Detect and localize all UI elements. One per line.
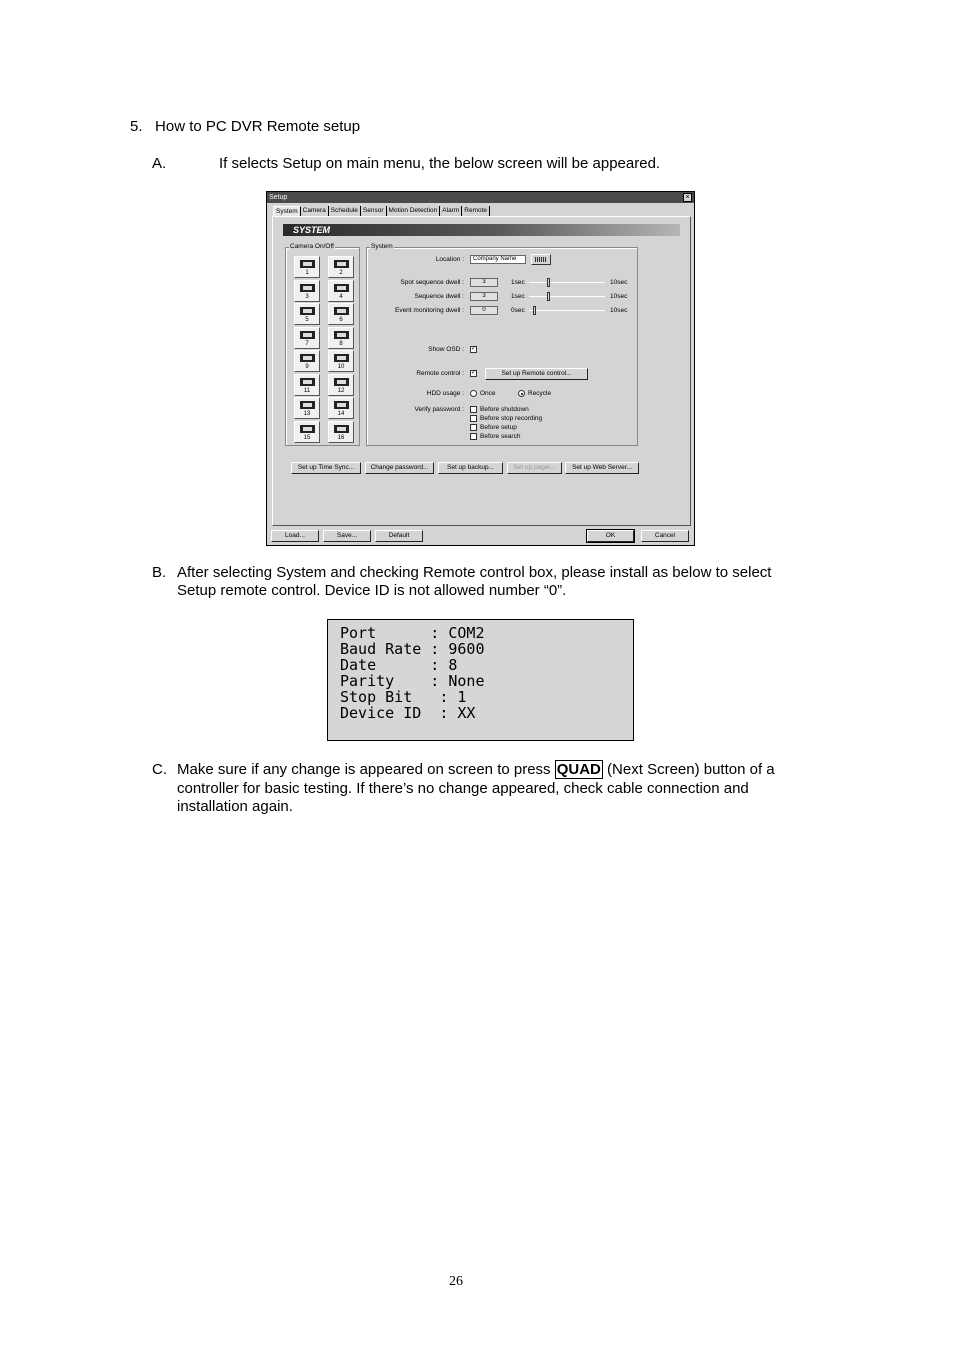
- seq-dwell-label: Sequence dwell :: [414, 293, 464, 300]
- camera-toggle-16[interactable]: [328, 421, 354, 443]
- section-number: 5.: [130, 118, 143, 135]
- camera-toggle-11[interactable]: [294, 374, 320, 396]
- camera-toggle-3[interactable]: [294, 280, 320, 302]
- camera-toggle-10[interactable]: [328, 350, 354, 372]
- camera-number: 1: [305, 270, 309, 276]
- before-search-checkbox[interactable]: [470, 433, 477, 440]
- tab-schedule[interactable]: Schedule: [329, 206, 361, 216]
- camera-icon: [300, 378, 315, 386]
- remote-control-checkbox[interactable]: ✓: [471, 370, 477, 376]
- location-label: Location :: [435, 256, 464, 263]
- camera-number: 4: [339, 293, 343, 300]
- tab-camera[interactable]: Camera: [301, 206, 329, 216]
- camera-toggle-15[interactable]: [294, 421, 320, 443]
- spot-dwell-slider[interactable]: [529, 282, 605, 283]
- event-dwell-min: 0sec: [511, 307, 525, 314]
- camera-number: 7: [305, 340, 309, 347]
- camera-icon: [300, 284, 315, 292]
- camera-number: 11: [303, 387, 311, 394]
- before-stop-recording-checkbox[interactable]: [470, 415, 477, 422]
- camera-icon: [334, 331, 349, 339]
- seq-dwell-value: 3: [470, 292, 498, 301]
- step-c-line3: installation again.: [177, 798, 293, 815]
- hdd-recycle-label: Recycle: [528, 390, 552, 397]
- camera-number: 15: [303, 434, 311, 441]
- hdd-usage-label: HDD usage :: [426, 390, 464, 397]
- before-search-label: Before search: [480, 433, 521, 440]
- camera-toggle-1[interactable]: [294, 256, 320, 278]
- default-button[interactable]: Default: [375, 530, 423, 542]
- seq-dwell-min: 1sec: [511, 293, 525, 300]
- page-number: 26: [449, 1274, 463, 1289]
- camera-toggle-7[interactable]: [294, 327, 320, 349]
- seq-dwell-slider[interactable]: [529, 296, 605, 297]
- before-shutdown-label: Before shutdown: [480, 406, 529, 413]
- tab-strip: [273, 206, 490, 216]
- camera-icon: [300, 307, 315, 315]
- camera-number: 6: [339, 317, 343, 323]
- step-a-marker: A.: [152, 155, 167, 172]
- remote-control-label: Remote control :: [416, 370, 464, 377]
- camera-icon: [334, 284, 349, 292]
- setup-pager-button: Set up pager...: [507, 462, 562, 474]
- seq-dwell-slider-thumb[interactable]: [547, 292, 550, 301]
- step-a-text: If selects Setup on main menu, the below screen will be appeared.: [219, 155, 661, 172]
- camera-toggle-9[interactable]: [294, 350, 320, 372]
- event-dwell-label: Event monitoring dwell :: [394, 307, 464, 314]
- camera-icon: [300, 260, 315, 268]
- step-c-marker: C.: [152, 761, 167, 778]
- location-input[interactable]: Company Name: [470, 255, 526, 264]
- system-group: [366, 243, 638, 446]
- camera-icon: [300, 425, 315, 433]
- camera-icon: [334, 401, 349, 409]
- camera-toggle-2[interactable]: [328, 256, 354, 278]
- serial-port-line: Port : COM2: [340, 624, 485, 642]
- event-dwell-slider[interactable]: [529, 310, 605, 311]
- spot-dwell-slider-thumb[interactable]: [547, 278, 550, 287]
- camera-toggle-13[interactable]: [294, 397, 320, 419]
- camera-number: 5: [305, 317, 309, 323]
- dialog-title-bar: [267, 192, 694, 203]
- camera-icon: [334, 260, 349, 268]
- close-icon[interactable]: ×: [683, 193, 692, 202]
- section-heading: [130, 118, 360, 136]
- step-c-line1: [177, 761, 775, 779]
- camera-icon: [334, 378, 349, 386]
- step-c-line1-before: Make sure if any change is appeared on screen to press: [177, 761, 555, 778]
- cancel-button[interactable]: Cancel: [641, 530, 689, 542]
- camera-number: 16: [337, 434, 345, 441]
- quad-key-label: QUAD: [556, 761, 601, 778]
- spot-dwell-min: 1sec: [511, 279, 525, 286]
- camera-number: 13: [303, 411, 311, 417]
- verify-password-label: Verify password :: [414, 406, 464, 413]
- setup-web-server-button[interactable]: Set up Web Server...: [565, 462, 639, 474]
- before-setup-label: Before setup: [480, 424, 517, 431]
- system-banner: SYSTEM: [283, 224, 680, 236]
- step-c-line1-after: (Next Screen) button of a: [602, 761, 775, 778]
- event-dwell-max: 10sec: [610, 307, 628, 314]
- load-button[interactable]: Load...: [271, 530, 319, 542]
- camera-number: 2: [339, 270, 343, 276]
- serial-stop-bit-line: Stop Bit : 1: [340, 688, 467, 706]
- step-b-line2: Setup remote control. Device ID is not allowed number “0”.: [177, 582, 567, 599]
- camera-toggle-5[interactable]: [294, 303, 320, 325]
- step-b-line1: After selecting System and checking Remote control box, please install as below to select: [177, 564, 772, 581]
- system-group-title: System: [371, 243, 393, 250]
- event-dwell-slider-thumb[interactable]: [533, 306, 536, 315]
- spot-dwell-value: 3: [470, 278, 498, 287]
- serial-device-id-line: Device ID : XX: [340, 704, 476, 722]
- camera-number: 9: [305, 364, 309, 370]
- serial-data-bits-line: Date : 8: [340, 656, 458, 674]
- camera-toggle-6[interactable]: [328, 303, 354, 325]
- change-password-button[interactable]: Change password...: [365, 462, 434, 474]
- camera-number: 3: [305, 293, 309, 300]
- step-b-marker: B.: [152, 564, 167, 581]
- camera-icon: [334, 354, 349, 362]
- tab-system[interactable]: System: [273, 206, 301, 216]
- camera-group-title: Camera On/Off: [290, 243, 334, 250]
- spot-dwell-max: 10sec: [610, 279, 628, 286]
- tab-remote[interactable]: Remote: [462, 206, 490, 216]
- serial-settings-box: [327, 619, 634, 741]
- seq-dwell-max: 10sec: [610, 293, 628, 300]
- spot-dwell-label: Spot sequence dwell :: [400, 279, 464, 286]
- camera-number: 8: [339, 340, 343, 347]
- dialog-title: Setup: [269, 194, 288, 201]
- camera-toggle-12[interactable]: [328, 374, 354, 396]
- camera-icon: [334, 307, 349, 315]
- serial-baud-rate-line: Baud Rate : 9600: [340, 640, 485, 658]
- setup-backup-button[interactable]: Set up backup...: [438, 462, 503, 474]
- camera-toggle-8[interactable]: [328, 327, 354, 349]
- hdd-once-label: Once: [480, 390, 496, 397]
- ok-button[interactable]: OK: [587, 530, 634, 542]
- event-dwell-value: 0: [470, 306, 498, 315]
- before-stop-recording-label: Before stop recording: [480, 415, 543, 422]
- hdd-once-radio[interactable]: [470, 390, 477, 397]
- camera-group: [285, 243, 360, 446]
- tab-sensor[interactable]: Sensor: [361, 206, 387, 216]
- hdd-recycle-radio[interactable]: [518, 390, 525, 397]
- camera-toggle-4[interactable]: [328, 280, 354, 302]
- camera-number: 12: [337, 387, 345, 394]
- setup-time-sync-button[interactable]: Set up Time Sync...: [291, 462, 361, 474]
- before-setup-checkbox[interactable]: [470, 424, 477, 431]
- camera-toggle-14[interactable]: [328, 397, 354, 419]
- setup-remote-control-button[interactable]: Set up Remote control...: [485, 368, 588, 380]
- setup-dialog: [266, 191, 695, 546]
- tab-alarm[interactable]: Alarm: [440, 206, 462, 216]
- system-panel: [272, 216, 691, 526]
- tab-motion-detection[interactable]: Motion Detection: [387, 206, 441, 216]
- camera-icon: [334, 425, 349, 433]
- camera-number: 14: [337, 411, 345, 417]
- camera-icon: [300, 331, 315, 339]
- keyboard-icon[interactable]: [531, 254, 551, 265]
- show-osd-checkbox[interactable]: ✓: [471, 346, 477, 352]
- serial-parity-line: Parity : None: [340, 672, 485, 690]
- camera-icon: [300, 354, 315, 362]
- camera-number: 10: [337, 364, 345, 370]
- camera-icon: [300, 401, 315, 409]
- show-osd-label: Show OSD :: [428, 346, 464, 353]
- step-c-line2: controller for basic testing. If there’s no change appeared, check cable connection and: [177, 780, 749, 797]
- before-shutdown-checkbox[interactable]: [470, 406, 477, 413]
- save-button[interactable]: Save...: [323, 530, 371, 542]
- section-title: How to PC DVR Remote setup: [155, 118, 361, 135]
